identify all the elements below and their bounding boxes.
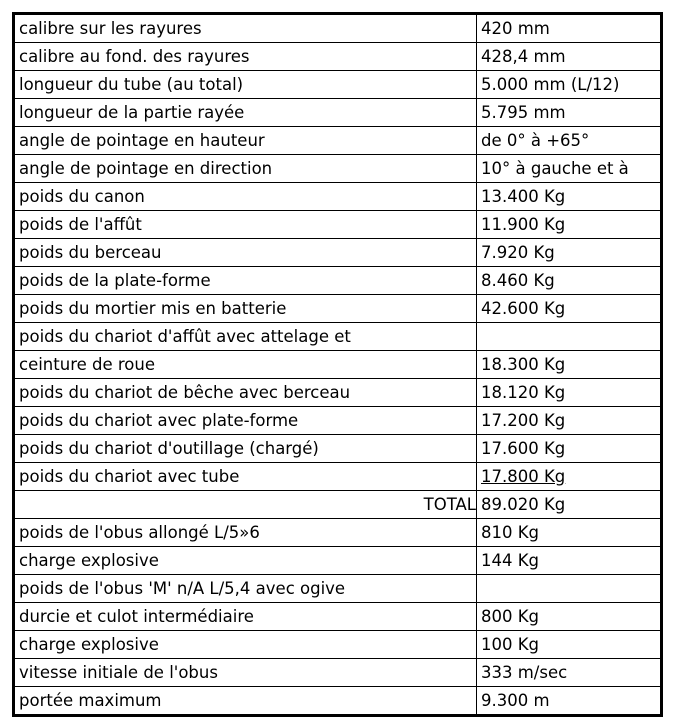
table-row xyxy=(15,379,661,407)
table-row xyxy=(15,99,661,127)
total-label: TOTAL xyxy=(15,491,477,519)
row-label: calibre sur les rayures xyxy=(15,15,477,43)
table-row xyxy=(15,435,661,463)
row-label: calibre au fond. des rayures xyxy=(15,43,477,71)
row-label: durcie et culot intermédiaire xyxy=(15,603,477,631)
row-value: 428,4 mm xyxy=(477,43,661,71)
table-row xyxy=(15,463,661,491)
table-row xyxy=(15,323,661,351)
table-row xyxy=(15,659,661,687)
row-value: 17.200 Kg xyxy=(477,407,661,435)
table-row xyxy=(15,295,661,323)
table-row xyxy=(15,351,661,379)
table-row xyxy=(15,15,661,43)
table-row xyxy=(15,183,661,211)
table-row xyxy=(15,211,661,239)
table-row xyxy=(15,43,661,71)
row-value xyxy=(477,323,661,351)
table-row xyxy=(15,547,661,575)
table-row xyxy=(15,127,661,155)
row-label: poids du chariot d'outillage (chargé) xyxy=(15,435,477,463)
row-label: poids du chariot avec tube xyxy=(15,463,477,491)
row-label: angle de pointage en hauteur xyxy=(15,127,477,155)
row-label: portée maximum xyxy=(15,687,477,715)
row-value: 17.800 Kg xyxy=(477,463,661,491)
row-value: 10° à gauche et à xyxy=(477,155,661,183)
row-label: poids du mortier mis en batterie xyxy=(15,295,477,323)
row-label: charge explosive xyxy=(15,547,477,575)
row-value: 8.460 Kg xyxy=(477,267,661,295)
row-value: 11.900 Kg xyxy=(477,211,661,239)
row-value: 17.600 Kg xyxy=(477,435,661,463)
row-value: 800 Kg xyxy=(477,603,661,631)
row-value: 7.920 Kg xyxy=(477,239,661,267)
table-row xyxy=(15,407,661,435)
row-label: poids de l'obus allongé L/5»6 xyxy=(15,519,477,547)
row-label: longueur de la partie rayée xyxy=(15,99,477,127)
row-value: 13.400 Kg xyxy=(477,183,661,211)
row-value: de 0° à +65° xyxy=(477,127,661,155)
total-value: 89.020 Kg xyxy=(477,491,661,519)
row-label: poids du chariot d'affût avec attelage et xyxy=(15,323,477,351)
row-value: 333 m/sec xyxy=(477,659,661,687)
row-label: charge explosive xyxy=(15,631,477,659)
table-row xyxy=(15,239,661,267)
table-row xyxy=(15,575,661,603)
row-label: poids du canon xyxy=(15,183,477,211)
row-label: poids du chariot de bêche avec berceau xyxy=(15,379,477,407)
table-row xyxy=(15,687,661,715)
row-label: ceinture de roue xyxy=(15,351,477,379)
table-row xyxy=(15,603,661,631)
row-value: 9.300 m xyxy=(477,687,661,715)
row-label: poids du berceau xyxy=(15,239,477,267)
row-value: 18.120 Kg xyxy=(477,379,661,407)
row-label: angle de pointage en direction xyxy=(15,155,477,183)
table-row xyxy=(15,519,661,547)
row-label: poids de l'obus 'M' n/A L/5,4 avec ogive xyxy=(15,575,477,603)
row-label: poids de l'affût xyxy=(15,211,477,239)
row-value: 18.300 Kg xyxy=(477,351,661,379)
row-value: 5.795 mm xyxy=(477,99,661,127)
table-row xyxy=(15,155,661,183)
row-value: 144 Kg xyxy=(477,547,661,575)
spec-table-frame xyxy=(12,12,663,717)
row-value: 810 Kg xyxy=(477,519,661,547)
row-label: poids du chariot avec plate-forme xyxy=(15,407,477,435)
specifications-table xyxy=(14,14,661,715)
table-row xyxy=(15,71,661,99)
table-row xyxy=(15,267,661,295)
row-label: vitesse initiale de l'obus xyxy=(15,659,477,687)
row-value xyxy=(477,575,661,603)
table-row xyxy=(15,631,661,659)
row-value: 5.000 mm (L/12) xyxy=(477,71,661,99)
row-value: 100 Kg xyxy=(477,631,661,659)
row-value: 420 mm xyxy=(477,15,661,43)
total-row xyxy=(15,491,661,519)
row-label: longueur du tube (au total) xyxy=(15,71,477,99)
row-label: poids de la plate-forme xyxy=(15,267,477,295)
row-value: 42.600 Kg xyxy=(477,295,661,323)
